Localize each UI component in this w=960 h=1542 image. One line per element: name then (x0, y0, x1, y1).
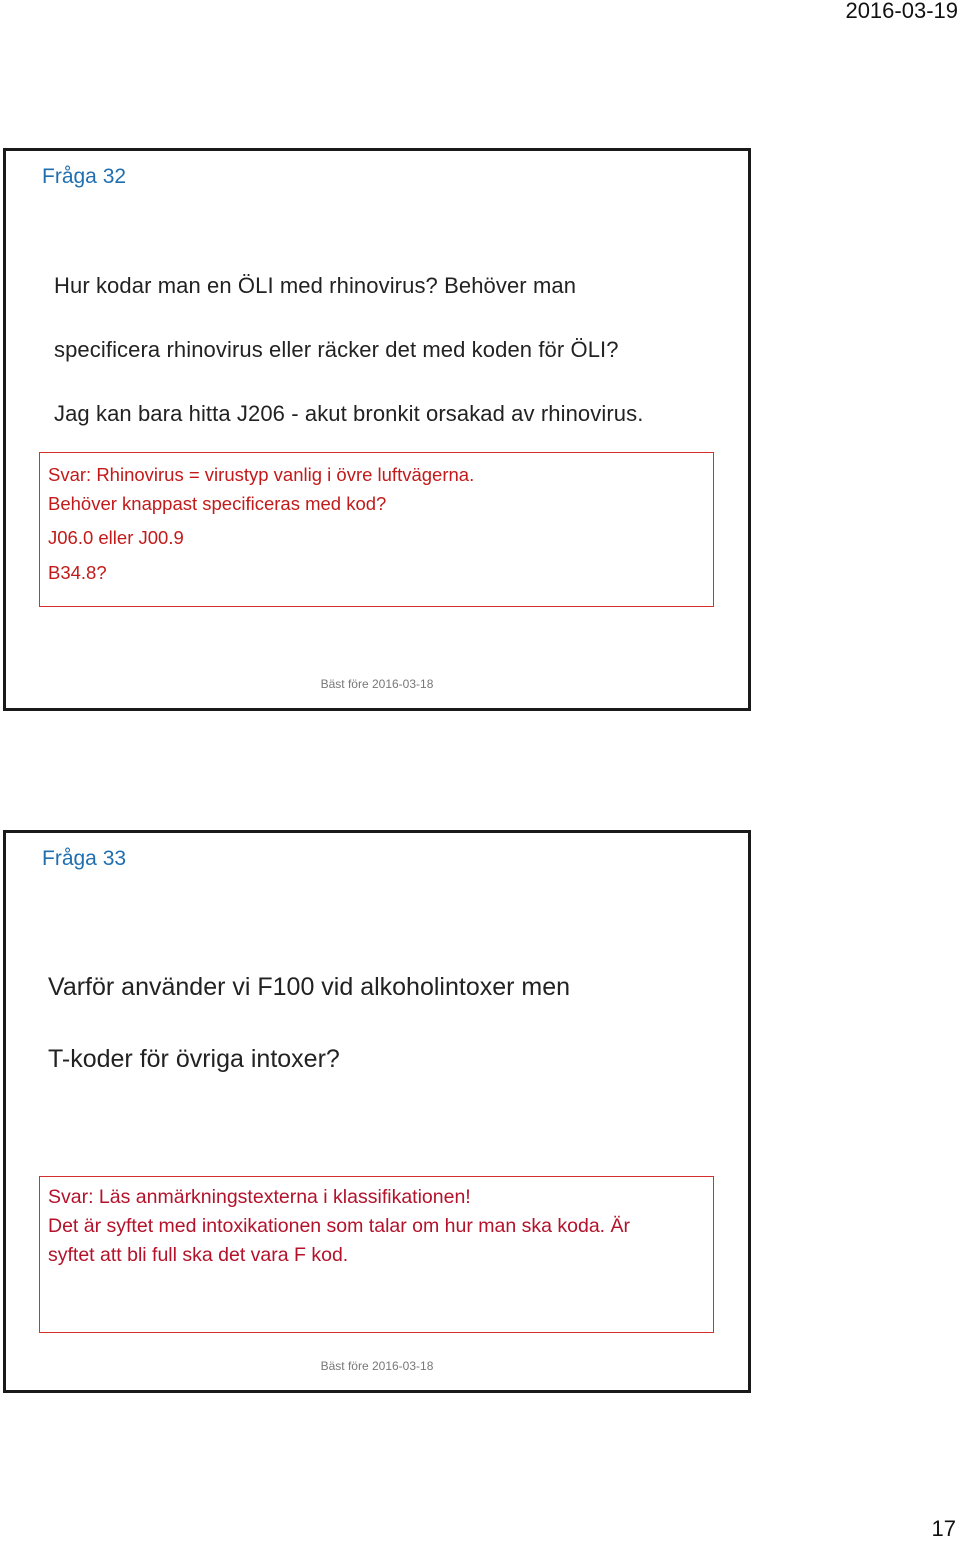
slide-fraga-32 (3, 148, 751, 711)
question-line: Hur kodar man en ÖLI med rhinovirus? Behöver man (54, 273, 577, 298)
question-line: specificera rhinovirus eller räcker det med koden för ÖLI? (54, 337, 619, 362)
answer-line: Svar: Läs anmärkningstexterna i klassifikationen! (48, 1186, 471, 1208)
answer-line: J06.0 eller J00.9 (48, 527, 184, 548)
answer-line: Behöver knappast specificeras med kod? (48, 493, 387, 514)
slide-title: Fråga 32 (42, 165, 127, 188)
slide-fraga-33 (3, 830, 751, 1393)
slide-title: Fråga 33 (42, 847, 127, 870)
answer-box (39, 1176, 714, 1333)
slide-footer: Bäst före 2016-03-18 (320, 1359, 434, 1373)
question-line: T-koder för övriga intoxer? (48, 1045, 340, 1073)
question-text (48, 933, 570, 1113)
answer-line: syftet att bli full ska det vara F kod. (48, 1244, 349, 1266)
question-line: Varför använder vi F100 vid alkoholintoxer men (48, 973, 571, 1001)
answer-line: Det är syftet med intoxikationen som talar om hur man ska koda. Är (48, 1215, 631, 1237)
question-text (54, 238, 643, 462)
question-line: Jag kan bara hitta J206 - akut bronkit orsakad av rhinovirus. (54, 401, 644, 426)
slide-footer: Bäst före 2016-03-18 (320, 677, 434, 691)
answer-box (39, 452, 714, 607)
page-date: 2016-03-19 (845, 0, 958, 23)
answer-line: B34.8? (48, 562, 107, 583)
page-number: 17 (931, 1516, 956, 1541)
answer-line: Svar: Rhinovirus = virustyp vanlig i övre luftvägerna. (48, 464, 475, 485)
